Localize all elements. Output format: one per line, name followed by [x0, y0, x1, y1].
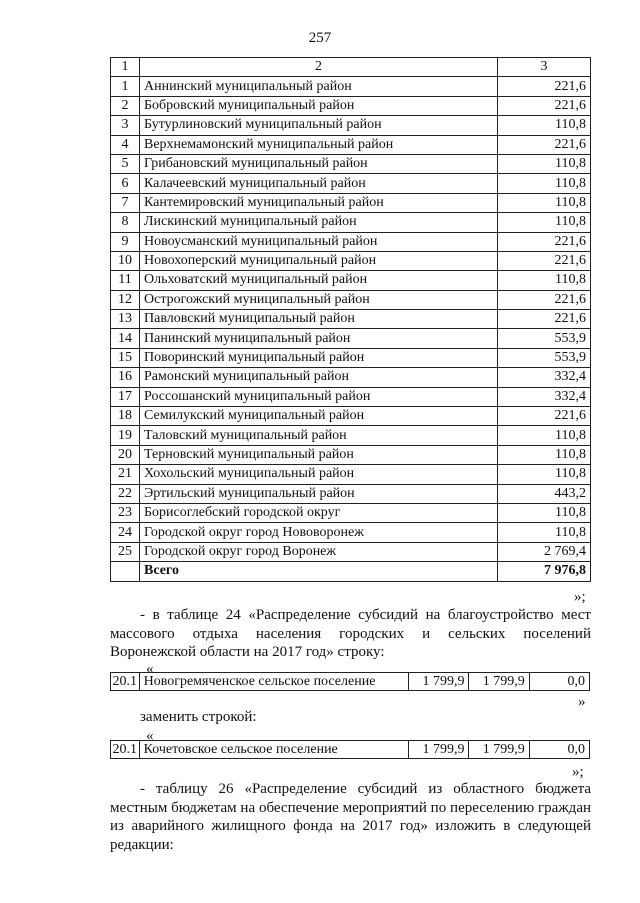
row-name: Бутурлиновский муниципальный район: [140, 116, 498, 135]
row-number: 8: [111, 213, 140, 232]
row-value: 110,8: [498, 154, 591, 173]
table-row: [111, 213, 591, 232]
total-row: [111, 562, 591, 581]
row-value: 221,6: [498, 135, 591, 154]
row-value: 110,8: [498, 193, 591, 212]
table-row: [111, 154, 591, 173]
page-number: 257: [308, 30, 332, 46]
paragraph: [110, 780, 591, 854]
table-row: [111, 135, 591, 154]
row-number: 1: [111, 77, 140, 96]
table-row: [111, 523, 591, 542]
row-number: 20.1: [111, 673, 140, 691]
row-number: 6: [111, 174, 140, 193]
row-value: 1 799,9: [409, 673, 469, 691]
row-value: 332,4: [498, 387, 591, 406]
row-name: Терновский муниципальный район: [140, 445, 498, 464]
row-number: 25: [111, 542, 140, 561]
row-value: 0,0: [529, 673, 589, 691]
row-name: Таловский муниципальный район: [140, 426, 498, 445]
row-name: Верхнемамонский муниципальный район: [140, 135, 498, 154]
table-row: [111, 368, 591, 387]
row-name: Эртильский муниципальный район: [140, 484, 498, 503]
row-name: Панинский муниципальный район: [140, 329, 498, 348]
paragraph: [110, 606, 591, 662]
closing-quote: »;: [572, 764, 584, 780]
row-name: Кантемировский муниципальный район: [140, 193, 498, 212]
row-value: 221,6: [498, 232, 591, 251]
closing-quote: »: [578, 694, 586, 710]
table-row: [111, 329, 591, 348]
row-number: 15: [111, 348, 140, 367]
row-number: 7: [111, 193, 140, 212]
row-name: Новохоперский муниципальный район: [140, 251, 498, 270]
table-row: [111, 251, 591, 270]
row-value: 110,8: [498, 174, 591, 193]
row-value: 0,0: [529, 741, 589, 759]
row-value: 553,9: [498, 329, 591, 348]
table-row: [111, 174, 591, 193]
row-name: Городской округ город Нововоронеж: [140, 523, 498, 542]
row-number: 11: [111, 271, 140, 290]
table-row: [111, 232, 591, 251]
row-name: Острогожский муниципальный район: [140, 290, 498, 309]
row-value: 110,8: [498, 116, 591, 135]
row-name: Новоусманский муниципальный район: [140, 232, 498, 251]
table-row: [111, 290, 591, 309]
row-value: 221,6: [498, 96, 591, 115]
row-name: Борисоглебский городской округ: [140, 503, 498, 522]
row-name: Рамонский муниципальный район: [140, 368, 498, 387]
old-row-table: [110, 672, 590, 691]
row-value: 1 799,9: [469, 741, 529, 759]
row-name: Новогремяченское сельское поселение: [139, 673, 409, 691]
row-name: Павловский муниципальный район: [140, 310, 498, 329]
row-number: 16: [111, 368, 140, 387]
paragraph-text: - таблицу 26 «Распределение субсидий из областного бюджета местным бюджетам на обеспечение мероприятий по переселению граждан из аварийного жилищного фонда на 2017 год» изложить в следующей редакции:: [110, 781, 591, 853]
row-name: Аннинский муниципальный район: [140, 77, 498, 96]
row-number: 21: [111, 465, 140, 484]
table-row: [111, 310, 591, 329]
row-number: 20.1: [111, 741, 140, 759]
row-value: 110,8: [498, 271, 591, 290]
row-value: 221,6: [498, 407, 591, 426]
row-name: Поворинский муниципальный район: [140, 348, 498, 367]
total-value: 7 976,8: [498, 562, 591, 581]
row-name: Грибановский муниципальный район: [140, 154, 498, 173]
row-number: 9: [111, 232, 140, 251]
opening-quote: «: [146, 728, 154, 744]
row-value: 110,8: [498, 426, 591, 445]
row-name: Кочетовское сельское поселение: [139, 741, 409, 759]
table-row: [111, 445, 591, 464]
row-value: 221,6: [498, 290, 591, 309]
row-value: 553,9: [498, 348, 591, 367]
column-header: 2: [140, 58, 498, 77]
new-row-table: [110, 740, 590, 759]
table-row: [111, 503, 591, 522]
table-row: [111, 407, 591, 426]
column-header: 1: [111, 58, 140, 77]
row-value: 221,6: [498, 77, 591, 96]
row-value: 110,8: [498, 445, 591, 464]
paragraph-text: - в таблице 24 «Распределение субсидий на благоустройство мест массового отдыха населения городских и сельских поселений Воронежской области на 2017 год» строку:: [110, 607, 591, 661]
table-header-row: [111, 58, 591, 77]
row-name: Городской округ город Воронеж: [140, 542, 498, 561]
row-number: 24: [111, 523, 140, 542]
row-name: Хохольский муниципальный район: [140, 465, 498, 484]
row-value: 110,8: [498, 213, 591, 232]
table-row: [111, 465, 591, 484]
closing-quote: »;: [574, 589, 586, 605]
table-row: [111, 387, 591, 406]
row-number: 14: [111, 329, 140, 348]
row-name: Россошанский муниципальный район: [140, 387, 498, 406]
table-row: [111, 741, 590, 759]
table-row: [111, 673, 590, 691]
row-number: 3: [111, 116, 140, 135]
row-number: 13: [111, 310, 140, 329]
table-row: [111, 116, 591, 135]
replace-text: заменить строкой:: [140, 709, 257, 725]
row-number: 22: [111, 484, 140, 503]
table-row: [111, 348, 591, 367]
total-number: [111, 562, 140, 581]
row-value: 332,4: [498, 368, 591, 387]
row-name: Бобровский муниципальный район: [140, 96, 498, 115]
row-value: 1 799,9: [469, 673, 529, 691]
row-name: Калачеевский муниципальный район: [140, 174, 498, 193]
row-value: 221,6: [498, 251, 591, 270]
row-value: 110,8: [498, 523, 591, 542]
row-number: 5: [111, 154, 140, 173]
total-label: Всего: [140, 562, 498, 581]
row-value: 1 799,9: [409, 741, 469, 759]
table-row: [111, 96, 591, 115]
opening-quote: «: [146, 661, 154, 677]
row-name: Ольховатский муниципальный район: [140, 271, 498, 290]
row-number: 19: [111, 426, 140, 445]
row-number: 23: [111, 503, 140, 522]
table-row: [111, 193, 591, 212]
row-value: 443,2: [498, 484, 591, 503]
row-value: 221,6: [498, 310, 591, 329]
row-value: 110,8: [498, 465, 591, 484]
row-number: 2: [111, 96, 140, 115]
table-row: [111, 426, 591, 445]
table-row: [111, 542, 591, 561]
row-number: 12: [111, 290, 140, 309]
table-row: [111, 484, 591, 503]
row-value: 110,8: [498, 503, 591, 522]
row-number: 18: [111, 407, 140, 426]
row-number: 4: [111, 135, 140, 154]
row-number: 17: [111, 387, 140, 406]
row-name: Лискинский муниципальный район: [140, 213, 498, 232]
row-number: 10: [111, 251, 140, 270]
subsidy-table: [110, 57, 591, 582]
row-name: Семилукский муниципальный район: [140, 407, 498, 426]
column-header: 3: [498, 58, 591, 77]
table-row: [111, 77, 591, 96]
row-number: 20: [111, 445, 140, 464]
table-row: [111, 271, 591, 290]
row-value: 2 769,4: [498, 542, 591, 561]
